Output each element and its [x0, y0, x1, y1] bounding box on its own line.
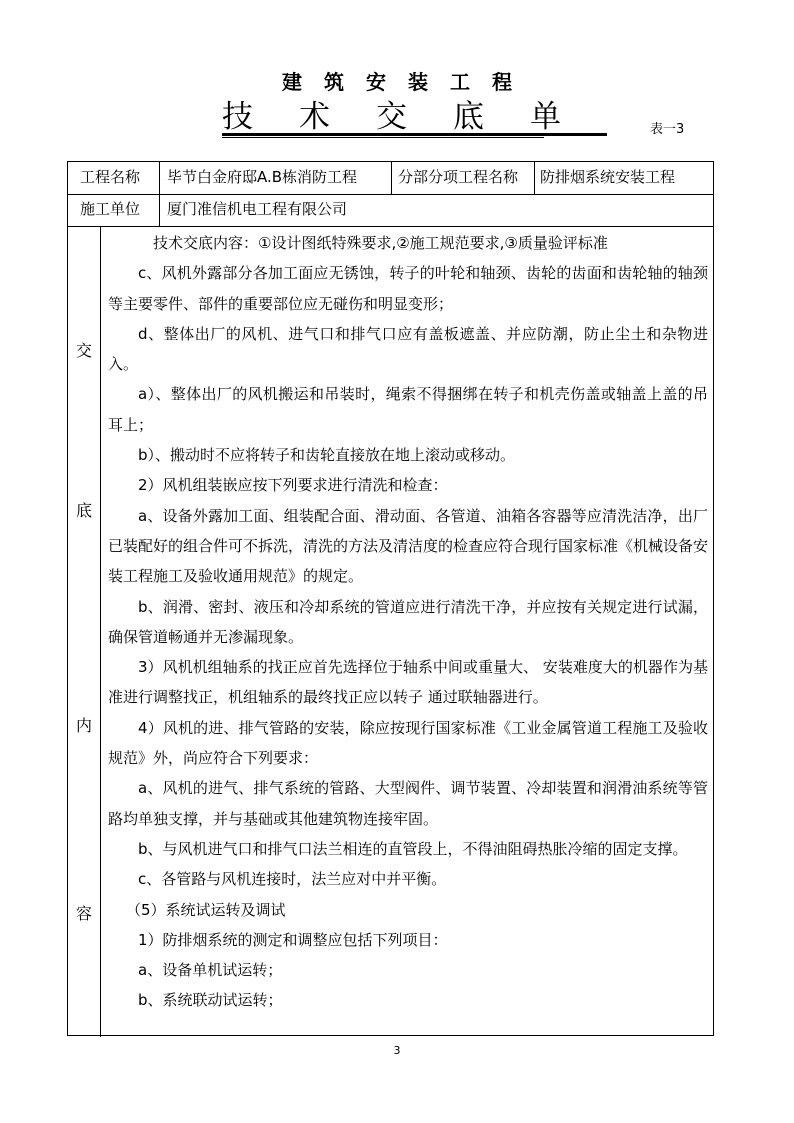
column-divider: [391, 162, 392, 194]
content-paragraph: 4）风机的进、排气管路的安装，除应按现行国家标准《工业金属管道工程施工及验收规范》外，尚应符合下列要求：: [108, 718, 708, 768]
content-paragraph: a）、整体出厂的风机搬运和吊装时，绳索不得捆绑在转子和机壳伤盖或轴盖上盖的吊耳上；: [108, 385, 708, 434]
content-paragraph: b）、搬动时不应将转子和齿轮直接放在地上滚动或移动。: [138, 446, 516, 465]
column-divider: [534, 162, 535, 194]
content-paragraph: c、风机外露部分各加工面应无锈蚀，转子的叶轮和轴颈、齿轮的齿面和齿轮轴的轴颈等主要零件、部件的重要部位应无碰伤和明显变形；: [108, 264, 708, 313]
content-paragraph: a、设备单机试运转；: [138, 961, 283, 980]
row-divider: [68, 226, 713, 227]
content-paragraph: b、系统联动试运转；: [138, 991, 283, 1010]
content-paragraph: d、整体出厂的风机、进气口和排气口应有盖板遮盖、并应防潮，防止尘土和杂物进入。: [108, 324, 708, 374]
content-paragraph: a、设备外露加工面、组装配合面、滑动面、各管道、油箱各容器等应清洗洁净，出厂已装配好的组合件可不拆洗，清洗的方法及清洁度的检查应符合现行国家标准《机械设备安装工程施工及验收通用规范》的规定。: [108, 506, 709, 586]
column-divider: [159, 162, 160, 226]
document-title: 技术交底单: [222, 100, 544, 138]
content-paragraph: 1）防排烟系统的测定和调整应包括下列项目：: [138, 930, 448, 949]
project-name-value: 毕节白金府邸A.B栋消防工程: [167, 168, 358, 186]
construction-unit-value: 厦门准信机电工程有限公司: [167, 200, 348, 218]
side-label-char: 容: [75, 904, 92, 923]
subproject-name-label: 分部分项工程名称: [398, 168, 519, 186]
construction-unit-label: 施工单位: [80, 200, 141, 218]
column-divider: [100, 226, 101, 1037]
content-paragraph: 3）风机机组轴系的找正应首先选择位于轴系中间或重量大、 安装难度大的机器作为基准进行调整找正，机组轴系的最终找正应以转子 通过联轴器进行。: [108, 658, 708, 707]
subproject-name-value: 防排烟系统安装工程: [540, 168, 676, 186]
disclosure-content: [108, 228, 708, 1016]
content-paragraph: c、各管路与风机连接时，法兰应对中并平衡。: [138, 870, 447, 889]
content-section-heading: （5）系统试运转及调试: [126, 900, 286, 919]
content-heading: 技术交底内容：①设计图纸特殊要求,②施工规范要求,③质量验评标准: [153, 234, 608, 252]
disclosure-table: [67, 161, 714, 1036]
document-subtitle: 建筑安装工程: [282, 70, 534, 94]
row-divider: [68, 194, 713, 195]
form-code: 表一3: [650, 122, 685, 137]
side-label-char: 交: [75, 341, 92, 360]
content-paragraph: b、与风机进气口和排气口法兰相连的直管段上，不得油阻碍热胀冷缩的固定支撑。: [138, 839, 688, 858]
side-label-char: 内: [75, 716, 92, 735]
content-paragraph: b、润滑、密封、液压和冷却系统的管道应进行清洗干净，并应按有关规定进行试漏，确保管道畅通并无渗漏现象。: [108, 597, 708, 646]
page-number: 3: [393, 1044, 401, 1057]
project-name-label: 工程名称: [80, 168, 141, 186]
content-paragraph: 2）风机组装嵌应按下列要求进行清洗和检查：: [138, 476, 448, 495]
content-paragraph: a、风机的进气、排气系统的管路、大型阀件、调节装置、冷却装置和润滑油系统等管路均单独支撑，并与基础或其他建筑物连接牢固。: [108, 779, 708, 828]
side-label-char: 底: [75, 501, 92, 520]
